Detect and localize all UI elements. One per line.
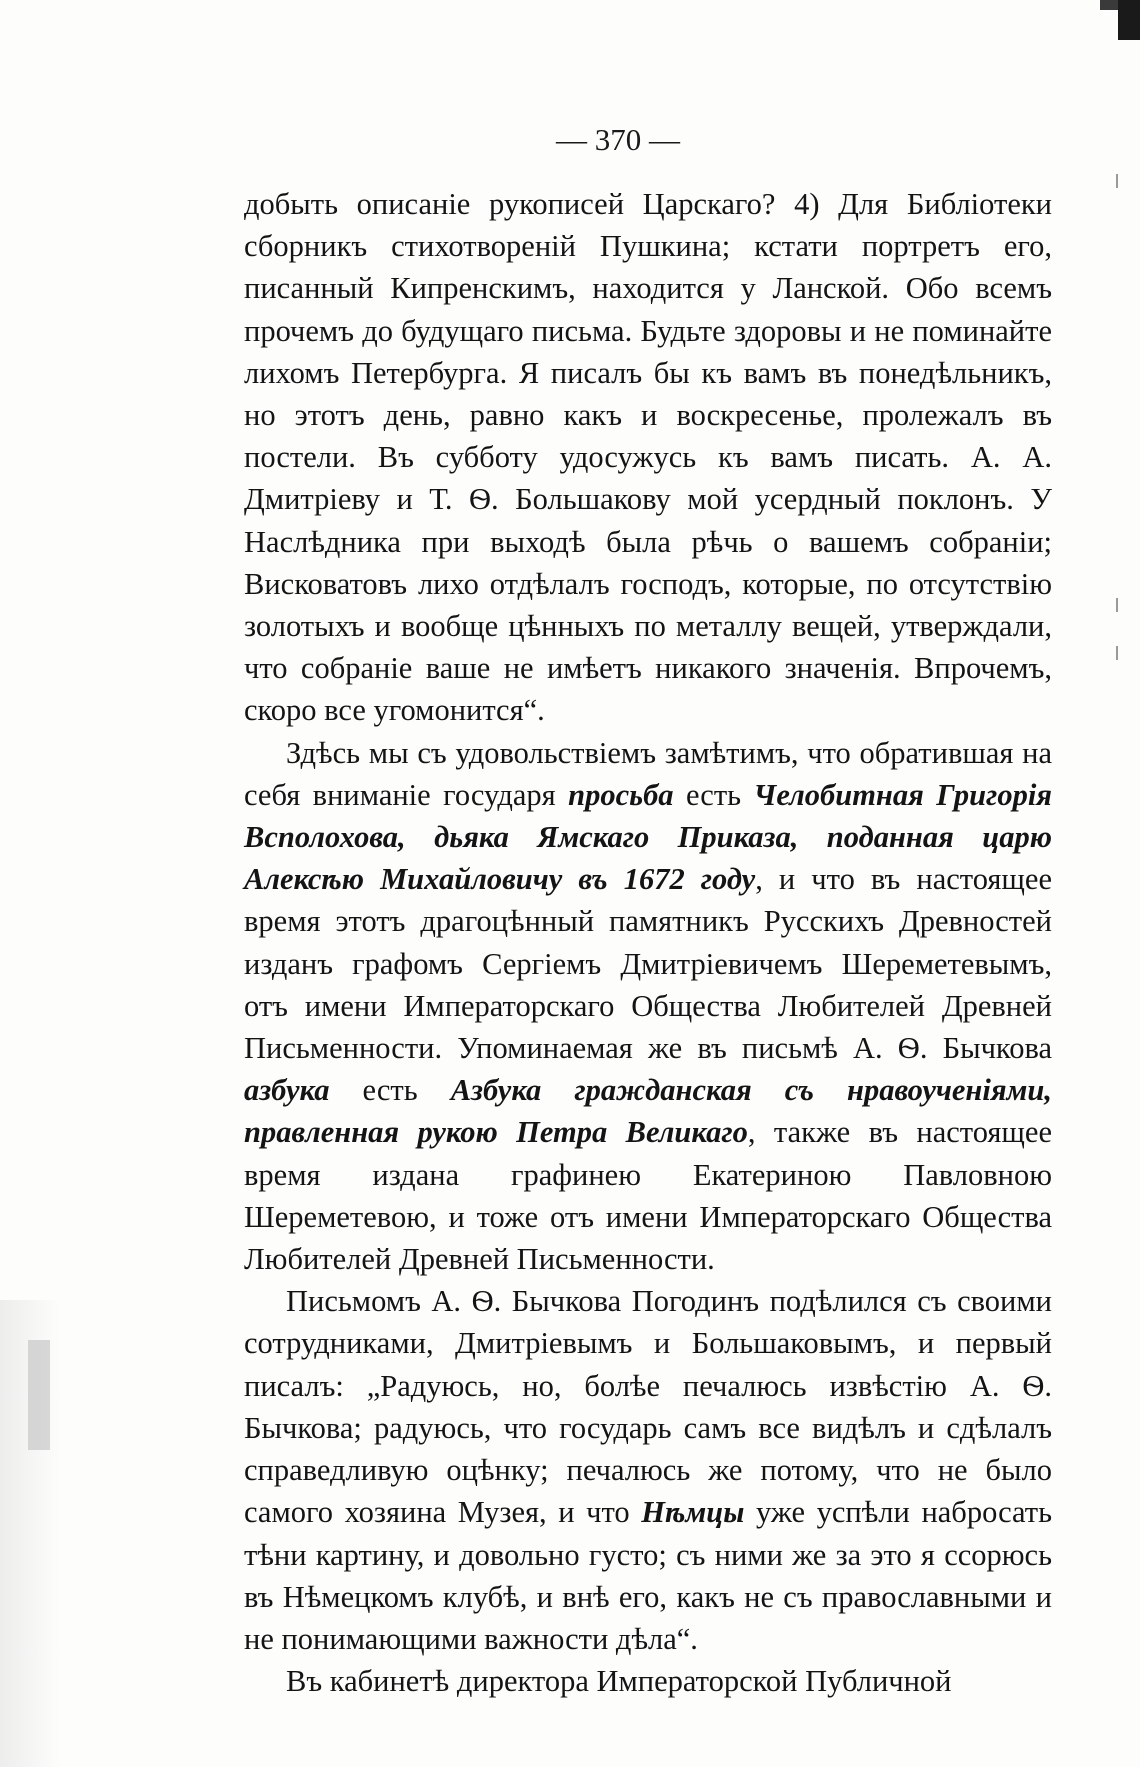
body-text bbox=[244, 183, 1052, 1702]
paragraph bbox=[244, 1280, 1052, 1660]
scan-artifact bbox=[28, 1340, 50, 1450]
scan-margin-tick bbox=[1116, 598, 1118, 612]
text-run: Здѣсь мы съ удовольствіемъ замѣтимъ, что обратившая на себя вниманіе государя bbox=[244, 735, 1052, 812]
italic-phrase: просьба bbox=[568, 777, 674, 812]
text-run: есть bbox=[673, 777, 754, 812]
text-run: добыть описаніе рукописей Царскаго? 4) Для Библіотеки сборникъ стихотвореній Пушкина; кстати портретъ его, писанный Кипренскимъ, находится у Ланской. Обо всемъ прочемъ до будущаго письма. Будьте здоровы и не поминайте лихомъ Петербурга. Я писалъ бы къ вамъ въ понедѣльникъ, но этотъ день, равно какъ и воскресенье, пролежалъ въ постели. Въ субботу удосужусь къ вамъ писать. А. А. Дмитріеву и Т. Ѳ. Большакову мой усердный поклонъ. У Наслѣдника при выходѣ была рѣчь о вашемъ собраніи; Висковатовъ лихо отдѣлалъ господъ, которые, по отсутствію золотыхъ и вообще цѣнныхъ по металлу вещей, утверждали, что собраніе ваше не имѣетъ никакого значенія. Впрочемъ, скоро все угомонится“. bbox=[244, 187, 1052, 728]
text-run: , также въ настоящее время издана графинею Екатериною Павловною Шереметевою, и тоже отъ имени Императорскаго Общества Любителей Древней Письменности. bbox=[244, 1115, 1052, 1277]
text-run: Въ кабинетѣ директора Императорской Публичной bbox=[286, 1664, 952, 1699]
scan-margin-tick bbox=[1116, 646, 1118, 660]
paragraph bbox=[244, 1660, 1052, 1702]
paragraph bbox=[244, 183, 1052, 732]
italic-phrase: Азбука гражданская съ нравоученіями, правленная рукою Петра Великаго bbox=[244, 1073, 1053, 1150]
page-number: — 370 — bbox=[556, 122, 680, 157]
text-run: Письмомъ А. Ѳ. Бычкова Погодинъ подѣлился съ своими сотрудниками, Дмитріевымъ и Большаковымъ, и первый писалъ: „Радуюсь, но, болѣе печалюсь извѣстію А. Ѳ. Бычкова; радуюсь, что государь самъ все видѣлъ и сдѣлалъ справедливую оцѣнку; печалюсь же потому, что не было самого хозяина Музея, и что bbox=[244, 1284, 1052, 1530]
text-run: уже успѣли набросать тѣни картину, и довольно густо; съ ними же за это я ссорюсь въ Нѣмецкомъ клубѣ, и внѣ его, какъ не съ православными и не понимающими важности дѣла“. bbox=[244, 1495, 1052, 1656]
italic-phrase: Нѣмцы bbox=[641, 1495, 745, 1530]
paragraph bbox=[244, 732, 1052, 1281]
italic-phrase: азбука bbox=[244, 1073, 330, 1108]
text-run: , и что въ настоящее время этотъ драгоцѣнный памятникъ Русскихъ Древностей изданъ графомъ Сергіемъ Дмитріевичемъ Шереметевымъ, отъ имени Императорскаго Общества Любителей Древней Письменности. Упоминаемая же въ письмѣ А. Ѳ. Бычкова bbox=[244, 862, 1052, 1066]
text-run: есть bbox=[329, 1073, 451, 1108]
scan-corner-mark bbox=[1118, 0, 1140, 40]
scan-corner-mark bbox=[1100, 0, 1118, 10]
scan-margin-tick bbox=[1116, 174, 1118, 188]
italic-phrase: Челобитная Григорія Всполохова, дьяка Ямскаго Приказа, поданная царю Алексѣю Михайловичу въ 1672 году bbox=[244, 777, 1053, 897]
